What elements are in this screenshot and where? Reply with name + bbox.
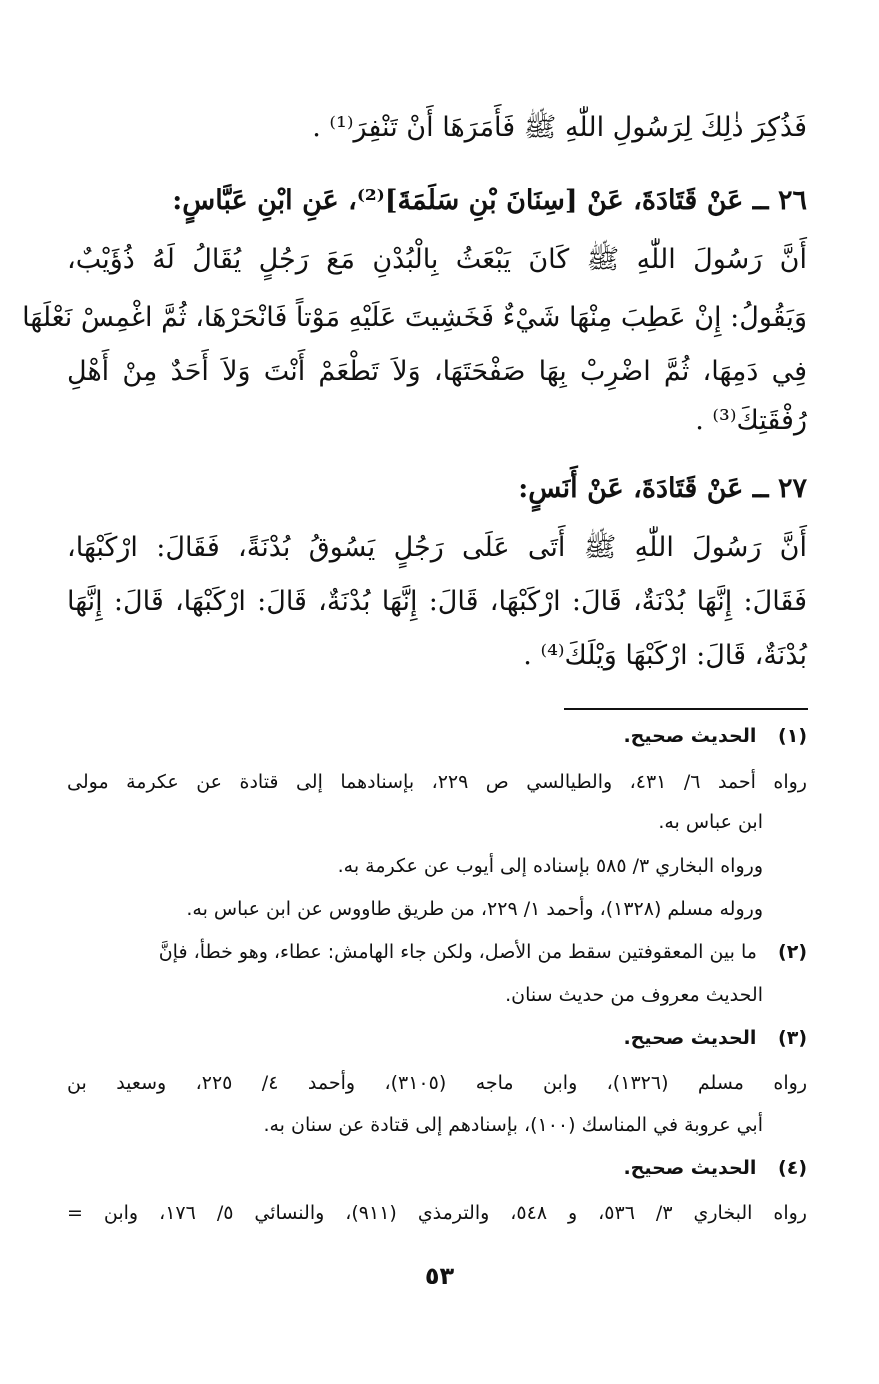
footnote-4-title-row [67, 1157, 807, 1180]
footnote-1-line-2: ابن عباس به. [658, 811, 763, 833]
footnote-3-title: الحديث صحيح. [623, 1027, 757, 1049]
hadith-26-line-4: رُفْقَتِكَ⁽³⁾ . [695, 405, 807, 436]
hadith-26-line-3: فِي دَمِهَا، ثُمَّ اضْرِبْ بِهَا صَفْحَتَهَا، وَلاَ تَطْعَمْ أَنْتَ وَلاَ أَحَدٌ مِنْ أَهْلِ [67, 356, 807, 387]
footnote-3-line-1: رواه مسلم (١٣٢٦)، وابن ماجه (٣١٠٥)، وأحمد ٤/ ٢٢٥، وسعيد بن [67, 1072, 808, 1094]
footnote-4-line-1: رواه البخاري ٣/ ٥٣٦، و ٥٤٨، والترمذي (٩١١)، والنسائي ٥/ ١٧٦، وابن = [67, 1202, 807, 1224]
footnote-1-line-1: رواه أحمد ٦/ ٤٣١، والطيالسي ص ٢٢٩، بإسنادهما إلى قتادة عن عكرمة مولى [67, 771, 807, 793]
footnote-2-row [67, 941, 807, 964]
footnote-1-line-3: ورواه البخاري ٣/ ٥٨٥ بإسناده إلى أيوب عن عكرمة به. [337, 855, 763, 877]
hadith-27-heading: ٢٧ ــ عَنْ قَتَادَةَ، عَنْ أَنَسٍ: [518, 473, 807, 504]
footnote-1-title-row [67, 725, 807, 748]
footnote-3-number: (٣) [778, 1027, 807, 1049]
footnote-1-number: (١) [778, 725, 807, 747]
opening-line: فَذُكِرَ ذٰلِكَ لِرَسُولِ اللّٰهِ ﷺ فَأَمَرَهَا أَنْ تَنْفِرَ⁽¹⁾ . [312, 112, 807, 143]
footnote-1-line-4: وروله مسلم (١٣٢٨)، وأحمد ١/ ٢٢٩، من طريق طاووس عن ابن عباس به. [186, 898, 763, 920]
footnote-2-line-2: الحديث معروف من حديث سنان. [505, 984, 763, 1006]
footnote-3-line-2: أبي عروبة في المناسك (١٠٠)، بإسنادهم إلى قتادة عن سنان به. [263, 1114, 763, 1136]
footnote-1-title: الحديث صحيح. [623, 725, 757, 747]
footnote-4-title: الحديث صحيح. [623, 1157, 757, 1179]
hadith-26-line-1: أَنَّ رَسُولَ اللّٰهِ ﷺ كَانَ يَبْعَثُ بِالْبُدْنِ مَعَ رَجُلٍ يُقَالُ لَهُ ذُؤَيْبٌ، [67, 244, 807, 275]
footnote-2-line-1: ما بين المعقوفتين سقط من الأصل، ولكن جاء الهامش: عطاء، وهو خطأ، فإنَّ [158, 941, 757, 963]
footnote-separator [564, 708, 808, 710]
footnote-2-number: (٢) [778, 941, 807, 963]
hadith-26-line-2: وَيَقُولُ: إِنْ عَطِبَ مِنْهَا شَيْءٌ فَخَشِيتَ عَلَيْهِ مَوْتاً فَانْحَرْهَا، ثُمَّ اغْمِسْ نَعْلَهَا [22, 302, 807, 333]
footnote-4-number: (٤) [778, 1157, 807, 1179]
hadith-27-line-2: فَقَالَ: إِنَّهَا بُدْنَةٌ، قَالَ: ارْكَبْهَا، قَالَ: إِنَّهَا بُدْنَةٌ، قَالَ: ارْكَبْهَا، قَالَ: إِنَّهَا [67, 586, 807, 617]
page-number: ٥٣ [424, 1262, 455, 1290]
hadith-27-line-1: أَنَّ رَسُولَ اللّٰهِ ﷺ أَتَى عَلَى رَجُلٍ يَسُوقُ بُدْنَةً، فَقَالَ: ارْكَبْهَا، [67, 532, 807, 563]
footnote-3-title-row [67, 1027, 807, 1050]
hadith-26-heading: ٢٦ ــ عَنْ قَتَادَةَ، عَنْ [سِنَانَ بْنِ سَلَمَةَ]⁽²⁾، عَنِ ابْنِ عَبَّاسٍ: [172, 185, 807, 216]
hadith-27-line-3: بُدْنَةٌ، قَالَ: ارْكَبْهَا وَيْلَكَ⁽⁴⁾ . [523, 640, 807, 671]
